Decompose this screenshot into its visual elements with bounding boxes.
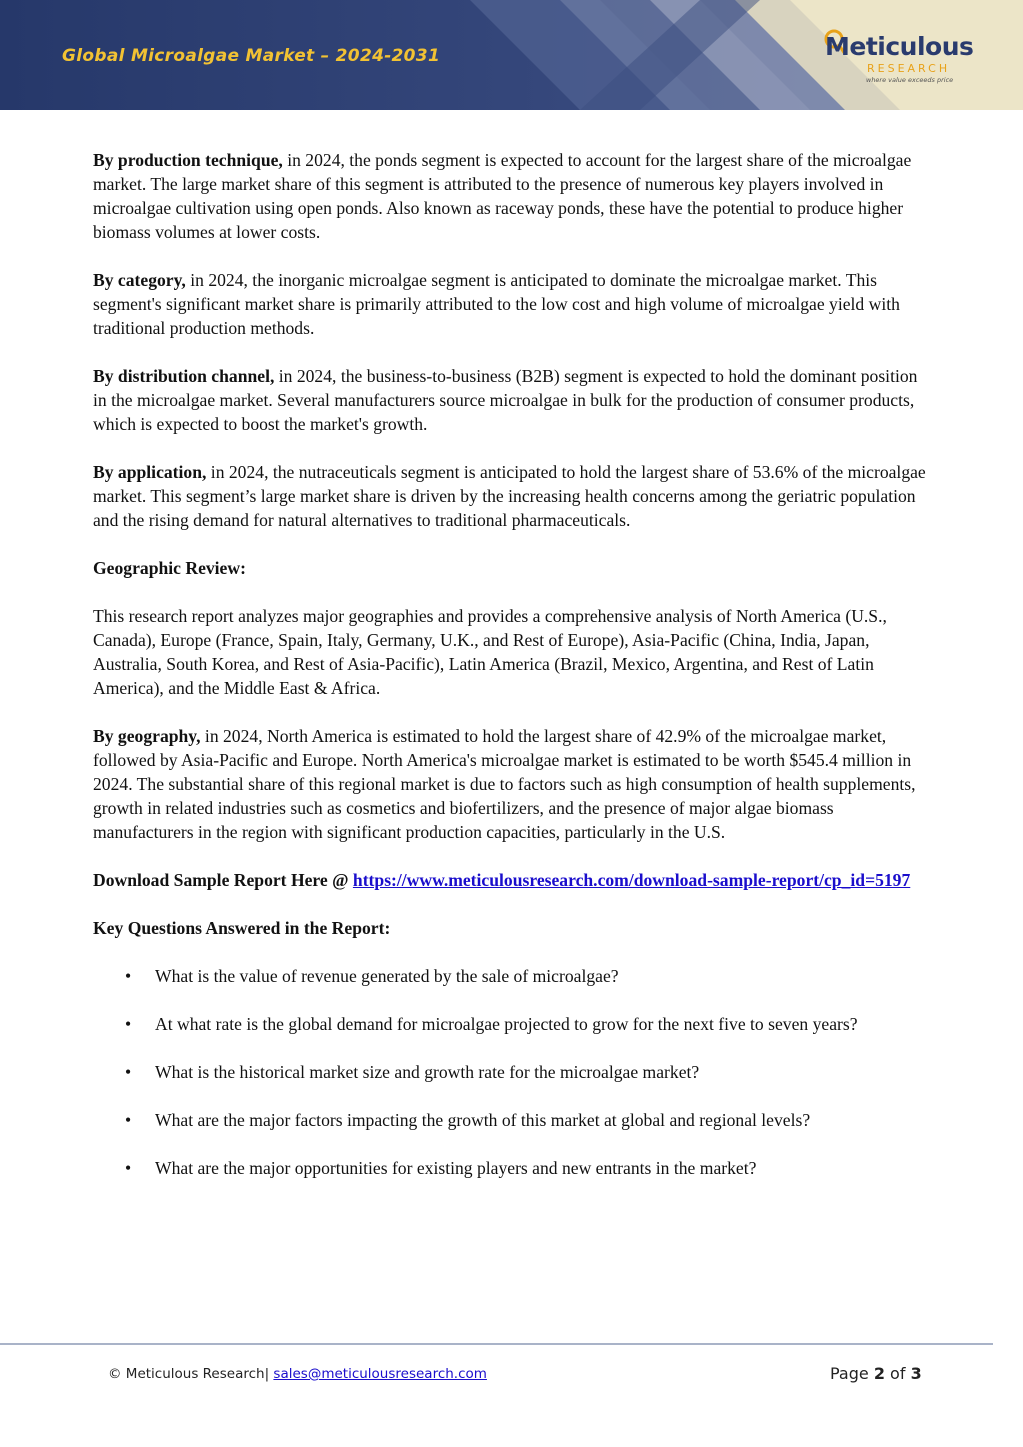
paragraph-lead: By application, (93, 462, 207, 482)
geographic-review-heading (93, 556, 933, 580)
key-questions-heading (93, 916, 933, 940)
list-item-text: What are the major opportunities for existing players and new entrants in the market? (155, 1158, 757, 1178)
category-paragraph (93, 268, 933, 340)
section-heading: Key Questions Answered in the Report: (93, 918, 391, 938)
paragraph-text: in 2024, the ponds segment is expected to account for the largest share of the microalgae market. The large market share of this segment is attributed to the presence of numerous key players involved in microalgae cultivation using open ponds. Also known as raceway ponds, these have the potential to produce higher biomass volumes at lower costs. (93, 150, 912, 242)
distribution-channel-paragraph (93, 364, 933, 436)
paragraph-text: in 2024, the nutraceuticals segment is anticipated to hold the largest share of 53.6% of the microalgae market. This segment’s large market share is driven by the increasing health concerns among the geriatric population and the rising demand for natural alternatives to traditional pharmaceuticals. (93, 462, 926, 530)
copyright-text: © Meticulous Research| (108, 1366, 274, 1382)
geographic-review-paragraph: This research report analyzes major geographies and provides a comprehensive analysis of North America (U.S., Canada), Europe (France, Spain, Italy, Germany, U.K., and Rest of Europe), Asia-Pacific (China, India, Japan, Australia, South Korea, and Rest of Asia-Pacific), Latin America (Brazil, Mexico, Argentina, and Rest of Latin America), and the Middle East & Africa. (93, 606, 887, 698)
page-current: 2 (873, 1364, 885, 1383)
page-word: Page (830, 1364, 874, 1383)
paragraph-lead: By geography, (93, 726, 201, 746)
header-title: Global Microalgae Market – 2024-2031 (62, 46, 441, 66)
production-technique-paragraph (93, 148, 933, 244)
bullet-icon: • (125, 1158, 132, 1178)
document-body (93, 148, 933, 1204)
list-item-text: What is the value of revenue generated by the sale of microalgae? (155, 966, 619, 986)
logo-subtitle: RESEARCH (867, 62, 951, 75)
key-questions-list (93, 964, 933, 1180)
list-item (93, 1156, 933, 1180)
download-sample-line (93, 868, 933, 892)
paragraph-lead: By distribution channel, (93, 366, 275, 386)
meticulous-logo (823, 28, 974, 88)
page-total: 3 (910, 1364, 922, 1383)
geography-paragraph (93, 724, 933, 844)
bullet-icon: • (125, 966, 132, 986)
list-item (93, 964, 933, 988)
paragraph-text: in 2024, the business-to-business (B2B) segment is expected to hold the dominant position in the microalgae market. Several manufacturers source microalgae in bulk for the production of consumer products, which is expected to boost the market's growth. (93, 366, 918, 434)
footer-divider (0, 1343, 993, 1345)
page-number (830, 1364, 922, 1383)
list-item (93, 1108, 933, 1132)
download-label: Download Sample Report Here @ (93, 870, 353, 890)
logo-tagline: where value exceeds price (866, 76, 954, 84)
list-item-text: What is the historical market size and growth rate for the microalgae market? (155, 1062, 700, 1082)
paragraph-text: in 2024, North America is estimated to hold the largest share of 42.9% of the microalgae market, followed by Asia-Pacific and Europe. North America's microalgae market is estimated to be worth $545.4 million in 2024. The substantial share of this regional market is due to factors such as high consumption of health supplements, growth in related industries such as cosmetics and biofertilizers, and the presence of major algae biomass manufacturers in the region with significant production capacities, particularly in the U.S. (93, 726, 916, 842)
bullet-icon: • (125, 1062, 132, 1082)
bullet-icon: • (125, 1110, 132, 1130)
footer-email-link[interactable]: sales@meticulousresearch.com (273, 1366, 487, 1382)
list-item-text: What are the major factors impacting the growth of this market at global and regional levels? (155, 1110, 811, 1130)
page-header (0, 0, 1023, 110)
list-item-text: At what rate is the global demand for microalgae projected to grow for the next five to seven years? (155, 1014, 858, 1034)
logo-wordmark: Meticulous (825, 32, 974, 61)
footer-copyright (108, 1366, 487, 1382)
paragraph-lead: By production technique, (93, 150, 283, 170)
list-item (93, 1012, 933, 1036)
paragraph-text: in 2024, the inorganic microalgae segment is anticipated to dominate the microalgae market. This segment's significant market share is primarily attributed to the low cost and high volume of microalgae yield with traditional production methods. (93, 270, 900, 338)
list-item (93, 1060, 933, 1084)
page-of: of (884, 1364, 911, 1383)
section-heading: Geographic Review: (93, 558, 246, 578)
paragraph-lead: By category, (93, 270, 186, 290)
application-paragraph (93, 460, 933, 532)
download-sample-link[interactable]: https://www.meticulousresearch.com/download-sample-report/cp_id=5197 (352, 870, 911, 890)
bullet-icon: • (125, 1014, 132, 1034)
